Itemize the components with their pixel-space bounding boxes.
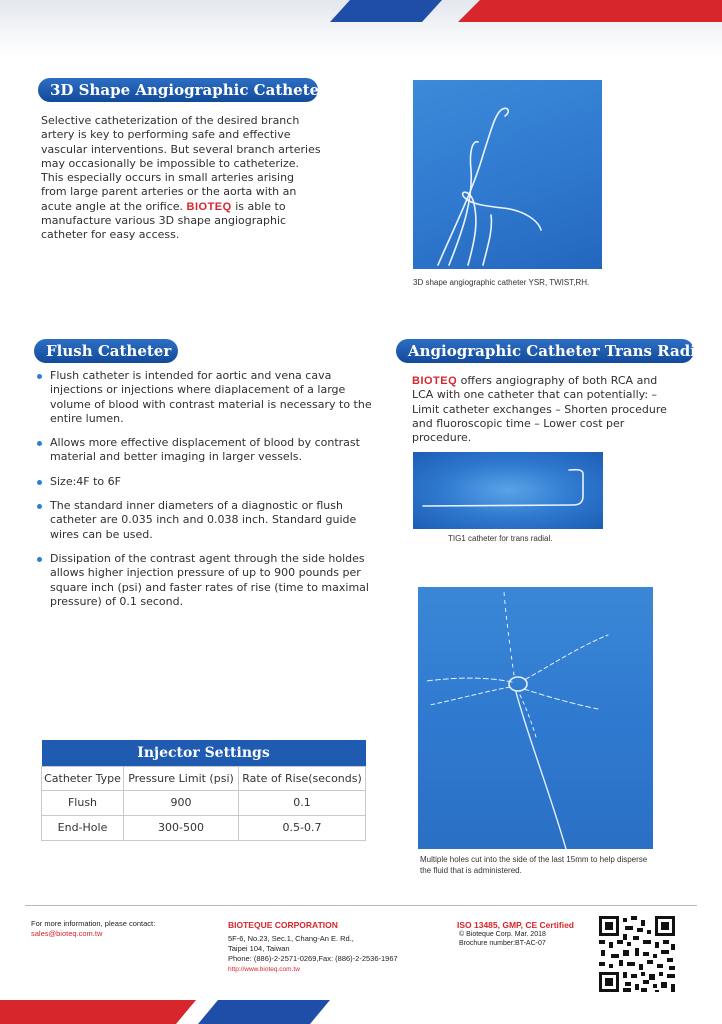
certifications: ISO 13485, GMP, CE Certified — [457, 920, 574, 930]
section-title-3d-shape: 3D Shape Angiographic Catheter — [38, 78, 318, 102]
bioteq-logo: BIOTEQ — [412, 375, 458, 387]
phone-fax: Phone: (886)-2-2571-0269,Fax: (886)-2-2536-1967 — [228, 954, 398, 963]
bullet-text: Size:4F to 6F — [50, 474, 121, 488]
table-cell: 0.1 — [239, 790, 366, 815]
bullet-text: The standard inner diameters of a diagnostic or flush catheter are 0.035 inch and 0.038 inch. Standard guide wires can be used. — [50, 499, 357, 541]
top-stripes — [330, 0, 722, 22]
catheter-drawing — [413, 452, 603, 529]
bullet-icon — [37, 480, 42, 485]
bottom-stripes — [0, 1000, 330, 1024]
list-item — [37, 475, 377, 489]
contact-label: For more information, please contact: — [31, 919, 156, 928]
table-cell: 900 — [124, 790, 239, 815]
column-header: Catheter Type — [42, 766, 124, 790]
copyright: © Bioteque Corp. Mar. 2018 — [459, 931, 546, 938]
table-cell: Flush — [42, 790, 124, 815]
caption-trans-radial: TIG1 catheter for trans radial. — [448, 534, 553, 543]
table-cell: End-Hole — [42, 815, 124, 840]
bullet-icon — [37, 374, 42, 379]
trans-radial-paragraph — [412, 374, 674, 445]
photo-side-holes — [418, 587, 653, 849]
bullet-icon — [37, 557, 42, 562]
address-line-2: Taipei 104, Taiwan — [228, 944, 290, 953]
qr-code-icon — [597, 914, 677, 994]
caption-3d-shape: 3D shape angiographic catheter YSR, TWIST,RH. — [413, 278, 590, 287]
table-cell: 300-500 — [124, 815, 239, 840]
bioteq-logo: BIOTEQ — [186, 200, 232, 213]
flush-bullet-list — [37, 369, 377, 619]
bullet-icon — [37, 441, 42, 446]
paragraph-text: is able to manufacture various 3D shape angiographic catheter for easy access. — [41, 199, 287, 242]
photo-tig1-catheter — [413, 452, 603, 529]
table-row — [42, 790, 366, 815]
bullet-text: Allows more effective displacement of blood by contrast material and better imaging in larger vessels. — [50, 436, 360, 464]
injector-settings-table — [41, 740, 366, 841]
intro-paragraph-3d-shape — [41, 114, 323, 243]
company-name: BIOTEQUE CORPORATION — [228, 920, 338, 930]
table-header-row — [42, 766, 366, 790]
column-header: Rate of Rise(seconds) — [239, 766, 366, 790]
list-item — [37, 499, 377, 542]
list-item — [37, 369, 377, 426]
footer-divider — [25, 905, 697, 906]
caption-side-holes: Multiple holes cut into the side of the last 15mm to help disperse the fluid that is administered. — [420, 855, 648, 875]
column-header: Pressure Limit (psi) — [124, 766, 239, 790]
bullet-text: Flush catheter is intended for aortic and vena cava injections or injections where diaplacement of a large volume of blood with contrast material is necessary to the entire lumen. — [50, 369, 372, 425]
catheter-drawing — [413, 80, 602, 269]
website-link[interactable]: http://www.bioteq.com.tw — [228, 966, 300, 973]
bullet-icon — [37, 504, 42, 509]
table-title: Injector Settings — [42, 740, 366, 766]
address-line-1: 5F-6, No.23, Sec.1, Chang-An E. Rd., — [228, 934, 354, 943]
bullet-text: Dissipation of the contrast agent through the side holdes allows higher injection pressure of up to 900 pounds per square inch (psi) and faster rates of rise (time to maximal pressure) of 0.1 second. — [50, 551, 369, 608]
section-title-flush-catheter: Flush Catheter — [34, 339, 178, 363]
table-cell: 0.5-0.7 — [239, 815, 366, 840]
photo-3d-catheters — [413, 80, 602, 269]
section-title-trans-radial: Angiographic Catheter Trans Radial — [396, 339, 694, 363]
brochure-number: Brochure number:BT-AC-07 — [459, 940, 546, 947]
table-row — [42, 815, 366, 840]
contact-email-link[interactable]: sales@bioteq.com.tw — [31, 929, 103, 938]
paragraph-text: Selective catheterization of the desired branch artery is key to performing safe and effective vascular interventions. But several branch arteries may occasionally be impossible to catheterize. This especially occurs in small arteries arising from large parent arteries or the aorta with an acute angle at the orifice. — [41, 114, 321, 213]
list-item — [37, 436, 377, 465]
catheter-drawing — [418, 587, 653, 849]
paragraph-text: offers angiography of both RCA and LCA with one catheter that can potentially: – Limit catheter exchanges – Shorten procedure and fluoroscopic time – Lower cost per procedure. — [412, 374, 667, 445]
list-item — [37, 552, 377, 609]
